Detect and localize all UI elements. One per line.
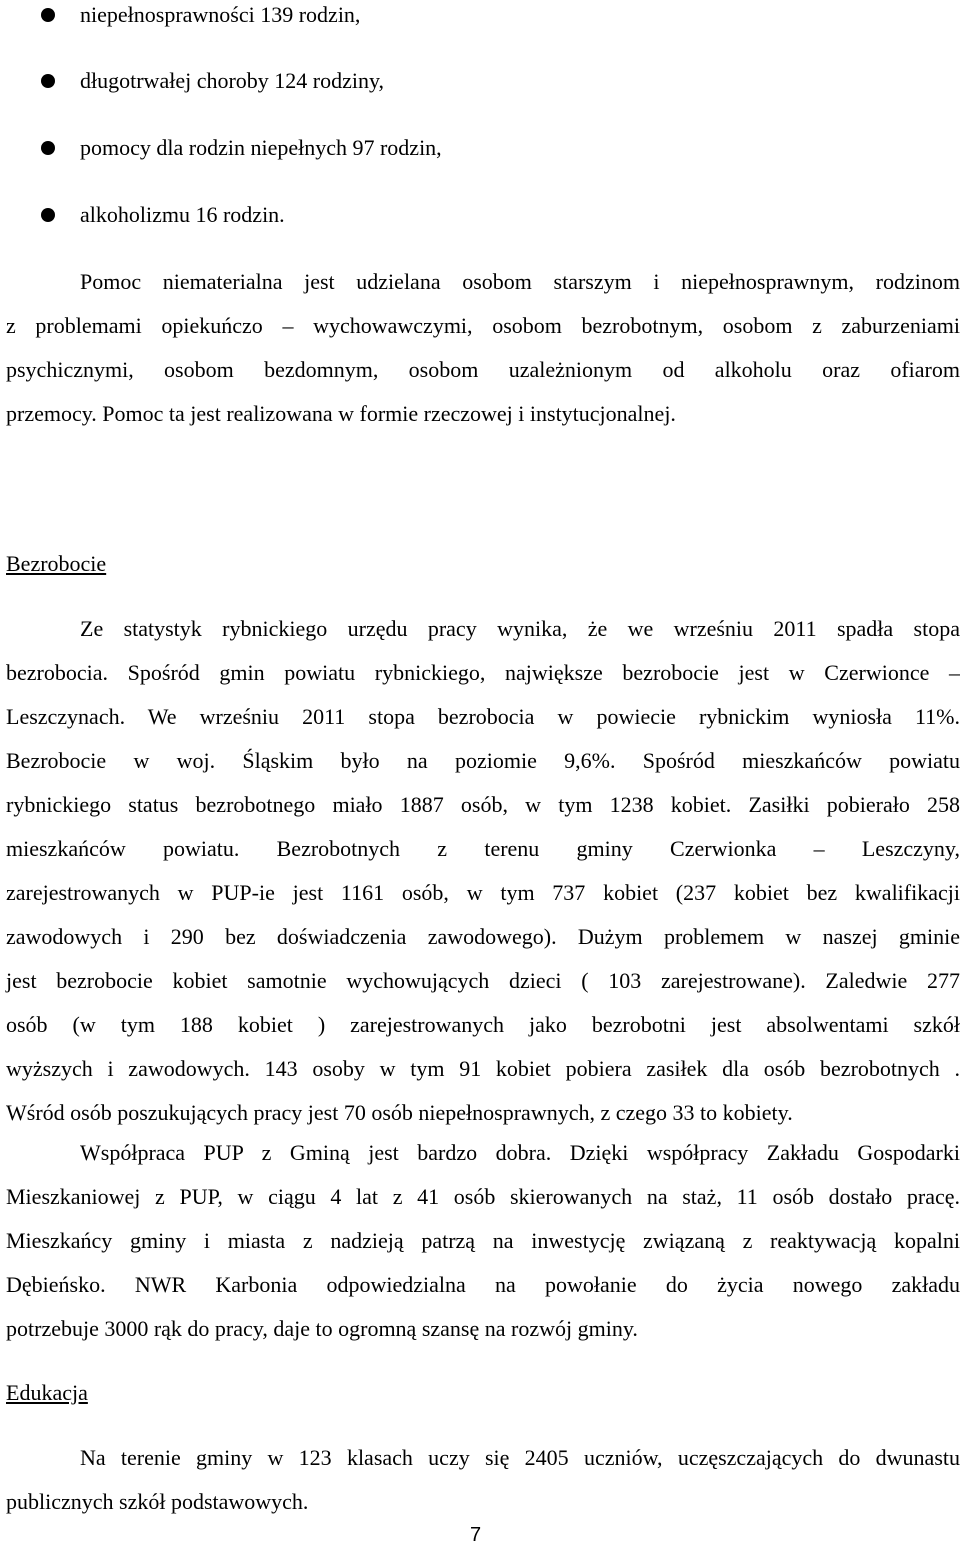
list-item-text: niepełnosprawności 139 rodzin, <box>80 2 361 27</box>
bullet-icon <box>41 74 55 88</box>
paragraph-line: wyższych i zawodowych. 143 osoby w tym 91 kobiet pobiera zasiłek dla osób bezrobotnych . <box>6 1056 960 1081</box>
section-heading-bezrobocie: Bezrobocie <box>6 551 107 576</box>
paragraph-line: potrzebuje 3000 rąk do pracy, daje to ogromną szansę na rozwój gminy. <box>6 1316 638 1341</box>
paragraph-line: bezrobocia. Spośród gmin powiatu rybnickiego, największe bezrobocie jest w Czerwionce – <box>6 660 960 685</box>
paragraph-line: zawodowych i 290 bez doświadczenia zawodowego). Dużym problemem w naszej gminie <box>6 924 960 949</box>
paragraph-line: Leszczynach. We wrześniu 2011 stopa bezrobocia w powiecie rybnickim wyniosła 11%. <box>6 704 960 729</box>
paragraph-line: Wśród osób poszukujących pracy jest 70 osób niepełnosprawnych, z czego 33 to kobiety. <box>6 1100 793 1125</box>
list-item-text: alkoholizmu 16 rodzin. <box>80 202 285 227</box>
page-number: 7 <box>470 1524 482 1546</box>
list-item-text: długotrwałej choroby 124 rodziny, <box>80 68 385 93</box>
paragraph-line: Współpraca PUP z Gminą jest bardzo dobra. Dzięki współpracy Zakładu Gospodarki <box>80 1140 960 1165</box>
paragraph-line: zarejestrowanych w PUP-ie jest 1161 osób, w tym 737 kobiet (237 kobiet bez kwalifikacji <box>6 880 960 905</box>
paragraph-wspolpraca <box>6 1131 960 1351</box>
paragraph-line: mieszkańców powiatu. Bezrobotnych z terenu gminy Czerwionka – Leszczyny, <box>6 836 960 861</box>
paragraph-pomoc-niematerialna <box>6 260 960 436</box>
paragraph-line: jest bezrobocie kobiet samotnie wychowujących dzieci ( 103 zarejestrowane). Zaledwie 277 <box>6 968 960 993</box>
paragraph-line: Bezrobocie w woj. Śląskim było na poziomie 9,6%. Spośród mieszkańców powiatu <box>6 748 960 773</box>
bullet-icon <box>41 141 55 155</box>
bullet-icon <box>41 208 55 222</box>
paragraph-line: przemocy. Pomoc ta jest realizowana w formie rzeczowej i instytucjonalnej. <box>6 401 676 426</box>
paragraph-line: Mieszkańcy gminy i miasta z nadzieją patrzą na inwestycję związaną z reaktywacją kopalni <box>6 1228 960 1253</box>
paragraph-edukacja <box>6 1436 960 1524</box>
paragraph-bezrobocie <box>6 607 960 1135</box>
list-item-text: pomocy dla rodzin niepełnych 97 rodzin, <box>80 135 442 160</box>
paragraph-line: Ze statystyk rybnickiego urzędu pracy wynika, że we wrześniu 2011 spadła stopa <box>80 616 960 641</box>
paragraph-line: rybnickiego status bezrobotnego miało 1887 osób, w tym 1238 kobiet. Zasiłki pobierało 258 <box>6 792 960 817</box>
paragraph-line: psychicznymi, osobom bezdomnym, osobom uzależnionym od alkoholu oraz ofiarom <box>6 357 960 382</box>
paragraph-line: publicznych szkół podstawowych. <box>6 1489 309 1514</box>
section-heading-edukacja: Edukacja <box>6 1380 88 1405</box>
paragraph-line: Dębieńsko. NWR Karbonia odpowiedzialna na powołanie do życia nowego zakładu <box>6 1272 960 1297</box>
paragraph-line: osób (w tym 188 kobiet ) zarejestrowanych jako bezrobotni jest absolwentami szkół <box>6 1012 960 1037</box>
paragraph-line: Na terenie gminy w 123 klasach uczy się 2405 uczniów, uczęszczających do dwunastu <box>80 1445 960 1470</box>
bullet-icon <box>41 8 55 22</box>
paragraph-line: z problemami opiekuńczo – wychowawczymi, osobom bezrobotnym, osobom z zaburzeniami <box>6 313 960 338</box>
paragraph-line: Mieszkaniowej z PUP, w ciągu 4 lat z 41 osób skierowanych na staż, 11 osób dostało pracę. <box>6 1184 960 1209</box>
paragraph-line: Pomoc niematerialna jest udzielana osobom starszym i niepełnosprawnym, rodzinom <box>80 269 960 294</box>
